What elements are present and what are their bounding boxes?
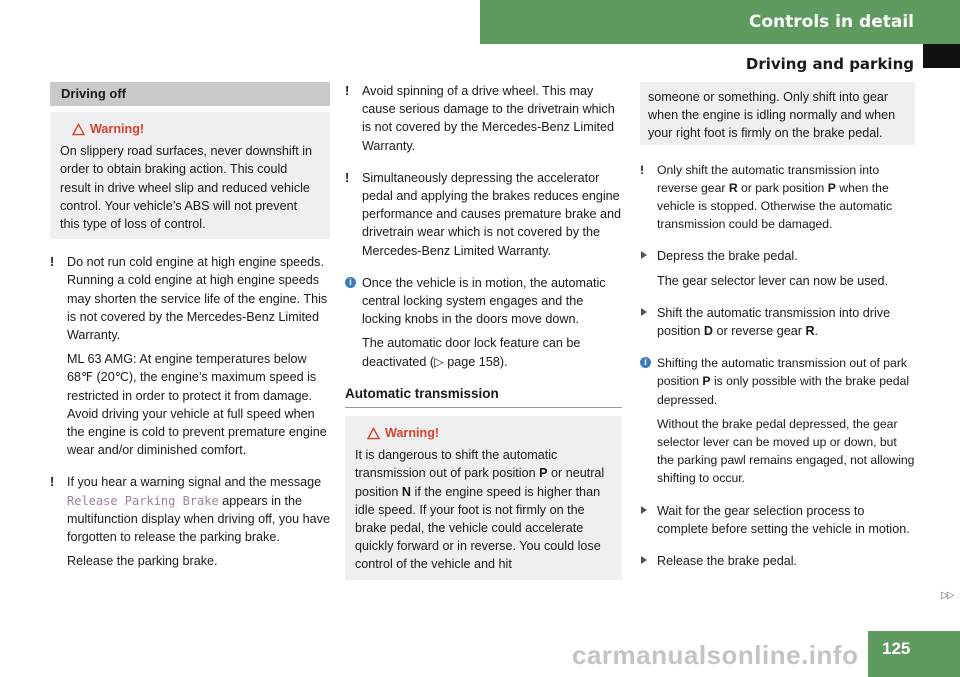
note-text-part: appears in the multifunction display when driving off, you have forgotten to release the parking brake. — [67, 493, 330, 545]
text-part: or reverse gear — [716, 324, 802, 339]
text-part: is only possible with the brake pedal depressed. — [657, 374, 910, 407]
step-text — [657, 304, 915, 340]
step-text: Depress the brake pedal. — [657, 249, 798, 264]
note-text-part: If you hear a warning signal and the message — [67, 475, 322, 490]
note-text: ML 63 AMG: At engine temperatures below 68℉ (20℃), the engine’s maximum speed is restricted in order to protect it from damage. Avoid driving your vehicle at full speed when the engine is cold to prevent premature engine wear and/or diminished comfort. — [67, 352, 327, 458]
caution-icon: ! — [50, 475, 55, 490]
info-text: Without the brake pedal depressed, the gear selector lever can be moved up or down, but the parking pawl remains engaged, not allowing shifting to occur. — [657, 416, 915, 486]
note-text: Avoid spinning of a drive wheel. This may cause serious damage to the drivetrain which is not covered by the Mercedes-Benz Limited Warranty. — [362, 84, 615, 153]
gear-key: P — [827, 180, 836, 195]
page-number-tab — [868, 631, 960, 677]
arrow-right-icon — [641, 308, 647, 316]
text-part: . — [814, 324, 819, 339]
text-part: Only shift the automatic transmission into reverse gear — [657, 162, 880, 195]
note-text — [67, 473, 330, 546]
warning-title — [355, 424, 612, 442]
text-part: It is dangerous to shift the automatic transmission out of park position — [355, 448, 558, 481]
text-part: if the engine speed is higher than idle speed. If your foot is not firmly on the brake pedal, the vehicle could accelerate quickly forward or in reverse. You could lose control of the vehicle and hit — [355, 484, 601, 572]
continue-arrows-icon: ▷▷ — [941, 590, 953, 601]
arrow-right-icon — [641, 506, 647, 514]
info-icon: i — [640, 357, 651, 368]
section-marker — [923, 44, 960, 68]
column-2 — [345, 82, 622, 580]
warning-label: Warning! — [90, 122, 145, 136]
caution-note — [345, 169, 622, 260]
text-part: Shift the automatic transmission into drive position — [657, 305, 891, 339]
caution-icon: ! — [50, 255, 55, 270]
column-1 — [50, 82, 330, 570]
page-number: 125 — [882, 639, 911, 658]
caution-note — [640, 161, 915, 234]
gear-key: P — [539, 466, 548, 481]
note-text — [657, 161, 915, 234]
warning-text — [355, 446, 612, 573]
caution-icon: ! — [345, 170, 350, 185]
chapter-title: Controls in detail — [748, 12, 914, 32]
warning-label: Warning! — [385, 426, 440, 441]
watermark: carmanualsonline.info — [572, 640, 859, 670]
warning-box — [345, 416, 622, 580]
caution-icon: ! — [640, 162, 645, 177]
info-text: Once the vehicle is in motion, the automatic central locking system engages and the locking knobs in the doors move down. — [362, 275, 606, 327]
step-text: Release the brake pedal. — [657, 554, 798, 569]
step-item — [640, 304, 915, 340]
warning-box — [50, 112, 330, 239]
info-note — [345, 274, 622, 371]
column-3 — [640, 82, 915, 570]
caution-note — [50, 253, 330, 459]
chapter-tab — [480, 0, 960, 44]
section-title: Driving and parking — [745, 55, 914, 73]
info-text: The automatic door lock feature can be deactivated (▷ page 158). — [362, 336, 581, 369]
warning-triangle-icon — [72, 123, 85, 136]
note-text: Simultaneously depressing the accelerator pedal and applying the brakes reduces engine performance and causes premature brake and drivetrain wear which is not covered by the Mercedes-Benz Limited Warranty. — [362, 170, 622, 258]
arrow-right-icon — [641, 251, 647, 259]
text-part: Shifting the automatic transmission out of park position — [657, 356, 907, 389]
step-item — [640, 247, 915, 289]
step-text: Wait for the gear selection process to complete before setting the vehicle in motion. — [657, 503, 910, 536]
text-part: or park position — [741, 180, 825, 195]
warning-continued: someone or something. Only shift into gear when the engine is idling normally and when your right foot is firmly on the brake pedal. — [640, 82, 915, 145]
driving-off-heading: Driving off — [50, 82, 330, 106]
note-text: Release the parking brake. — [67, 554, 218, 569]
text-part: when the vehicle is stopped. Otherwise the automatic transmission could be damaged. — [657, 180, 893, 232]
gear-key: D — [703, 324, 714, 339]
caution-note — [50, 473, 330, 570]
caution-note — [345, 82, 622, 155]
warning-triangle-icon — [367, 427, 380, 440]
gear-key: N — [401, 484, 412, 499]
arrow-right-icon — [641, 556, 647, 564]
automatic-transmission-heading: Automatic transmission — [345, 385, 622, 408]
gear-key: R — [728, 180, 738, 195]
gear-key: R — [805, 324, 815, 339]
display-message: Release Parking Brake — [67, 493, 219, 508]
warning-title — [60, 120, 320, 138]
info-icon: i — [345, 277, 356, 288]
info-text — [657, 354, 915, 409]
warning-text: On slippery road surfaces, never downshift in order to obtain braking action. This could result in drive wheel slip and reduced vehicle control. Your vehicle’s ABS will not prevent this type of loss of control. — [60, 144, 312, 232]
caution-icon: ! — [345, 84, 350, 98]
text-part: or neutral position — [355, 466, 605, 499]
step-result: The gear selector lever can now be used. — [657, 273, 889, 288]
note-text: Do not run cold engine at high engine speeds. Running a cold engine at high engine speeds may shorten the service life of the engine. This is not covered by the Mercedes-Benz Limited Warranty. — [67, 255, 328, 343]
step-item — [640, 502, 915, 538]
info-note — [640, 354, 915, 487]
gear-key: P — [702, 374, 711, 389]
step-item — [640, 552, 915, 570]
